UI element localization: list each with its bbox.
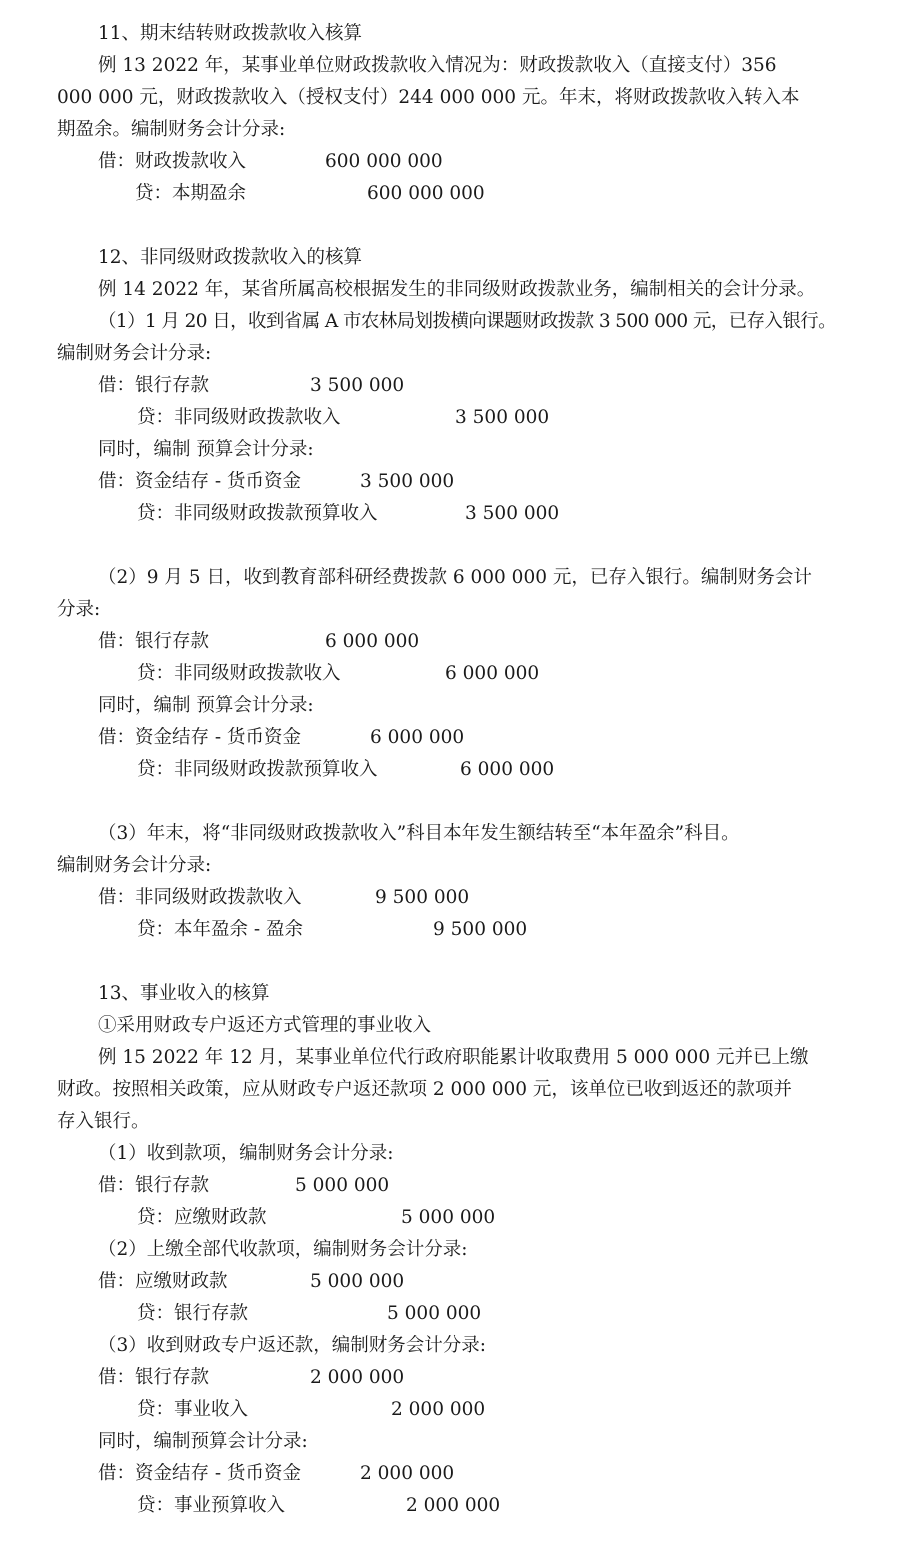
entry-debit-account: 借：资金结存 - 货币资金: [98, 1463, 302, 1484]
item-2-line-1: （2）9 月 5 日，收到教育部科研经费拨款 6 000 000 元，已存入银行。编制财务会计: [98, 567, 812, 588]
entry-debit-amount: 3 500 000: [310, 375, 405, 396]
entry-credit-amount: 9 500 000: [433, 919, 528, 940]
item-2-text: （2）上缴全部代收款项，编制财务会计分录:: [98, 1239, 468, 1260]
section-11-heading: 11、期末结转财政拨款收入核算: [98, 23, 363, 44]
entry-debit-amount: 600 000 000: [325, 151, 443, 172]
entry-debit-account: 借：财政拨款收入: [98, 151, 247, 172]
entry-debit-account: 借：银行存款: [98, 1175, 210, 1196]
entry-debit-amount: 5 000 000: [295, 1175, 390, 1196]
example-15-line-2: 财政。按照相关政策，应从财政专户返还款项 2 000 000 元，该单位已收到返还的款项并: [57, 1079, 792, 1100]
entry-debit-amount: 6 000 000: [325, 631, 420, 652]
entry-credit-amount: 2 000 000: [406, 1495, 501, 1516]
entry-debit-amount: 6 000 000: [370, 727, 465, 748]
entry-credit-account: 贷：银行存款: [137, 1303, 249, 1324]
entry-credit-account: 贷：非同级财政拨款预算收入: [137, 503, 378, 524]
item-3-text: （3）收到财政专户返还款，编制财务会计分录:: [98, 1335, 487, 1356]
entry-credit-account: 贷：非同级财政拨款收入: [137, 407, 341, 428]
entry-credit-amount: 6 000 000: [460, 759, 555, 780]
entry-credit-account: 贷：非同级财政拨款收入: [137, 663, 341, 684]
entry-credit-account: 贷：事业收入: [137, 1399, 249, 1420]
entry-debit-amount: 5 000 000: [310, 1271, 405, 1292]
entry-debit-account: 借：银行存款: [98, 631, 210, 652]
entry-credit-account: 贷：本年盈余 - 盈余: [137, 919, 304, 940]
budget-entry-intro: 同时，编制预算会计分录:: [98, 1431, 308, 1452]
entry-credit-amount: 3 500 000: [455, 407, 550, 428]
entry-credit-amount: 3 500 000: [465, 503, 560, 524]
item-3-line-2: 编制财务会计分录:: [57, 855, 212, 876]
entry-credit-amount: 5 000 000: [387, 1303, 482, 1324]
entry-credit-account: 贷：非同级财政拨款预算收入: [137, 759, 378, 780]
entry-debit-account: 借：资金结存 - 货币资金: [98, 727, 302, 748]
entry-debit-account: 借：应缴财政款: [98, 1271, 228, 1292]
entry-credit-account: 贷：事业预算收入: [137, 1495, 286, 1516]
entry-credit-amount: 5 000 000: [401, 1207, 496, 1228]
entry-debit-amount: 2 000 000: [360, 1463, 455, 1484]
item-2-line-2: 分录:: [57, 599, 101, 620]
entry-debit-account: 借：银行存款: [98, 1367, 210, 1388]
example-14-line-1: 例 14 2022 年，某省所属高校根据发生的非同级财政拨款业务，编制相关的会计分录。: [98, 279, 816, 300]
budget-entry-intro: 同时，编制 预算会计分录:: [98, 695, 314, 716]
entry-credit-account: 贷：本期盈余: [135, 183, 247, 204]
entry-debit-account: 借：资金结存 - 货币资金: [98, 471, 302, 492]
example-13-line-3: 期盈余。编制财务会计分录:: [57, 119, 286, 140]
section-12-heading: 12、非同级财政拨款收入的核算: [98, 247, 363, 268]
entry-credit-amount: 600 000 000: [367, 183, 485, 204]
entry-debit-amount: 9 500 000: [375, 887, 470, 908]
item-3-line-1: （3）年末，将“非同级财政拨款收入”科目本年发生额结转至“本年盈余”科目。: [98, 823, 740, 844]
entry-credit-amount: 6 000 000: [445, 663, 540, 684]
example-15-line-1: 例 15 2022 年 12 月，某事业单位代行政府职能累计收取费用 5 000 000 元并已上缴: [98, 1047, 809, 1068]
item-1-line-1: （1）1 月 20 日，收到省属 A 市农林局划拨横向课题财政拨款 3 500 000 元，已存入银行。: [98, 311, 837, 332]
example-13-line-1: 例 13 2022 年，某事业单位财政拨款收入情况为：财政拨款收入（直接支付）356: [98, 55, 777, 76]
example-15-line-3: 存入银行。: [57, 1111, 150, 1132]
entry-debit-amount: 3 500 000: [360, 471, 455, 492]
entry-debit-account: 借：银行存款: [98, 375, 210, 396]
entry-debit-amount: 2 000 000: [310, 1367, 405, 1388]
subheading: ①采用财政专户返还方式管理的事业收入: [98, 1015, 432, 1036]
example-13-line-2: 000 000 元，财政拨款收入（授权支付）244 000 000 元。年末，将财政拨款收入转入本: [57, 87, 800, 108]
section-13-heading: 13、事业收入的核算: [98, 983, 270, 1004]
budget-entry-intro: 同时，编制 预算会计分录:: [98, 439, 314, 460]
entry-credit-account: 贷：应缴财政款: [137, 1207, 267, 1228]
entry-credit-amount: 2 000 000: [391, 1399, 486, 1420]
entry-debit-account: 借：非同级财政拨款收入: [98, 887, 302, 908]
item-1-text: （1）收到款项，编制财务会计分录:: [98, 1143, 394, 1164]
item-1-line-2: 编制财务会计分录:: [57, 343, 212, 364]
